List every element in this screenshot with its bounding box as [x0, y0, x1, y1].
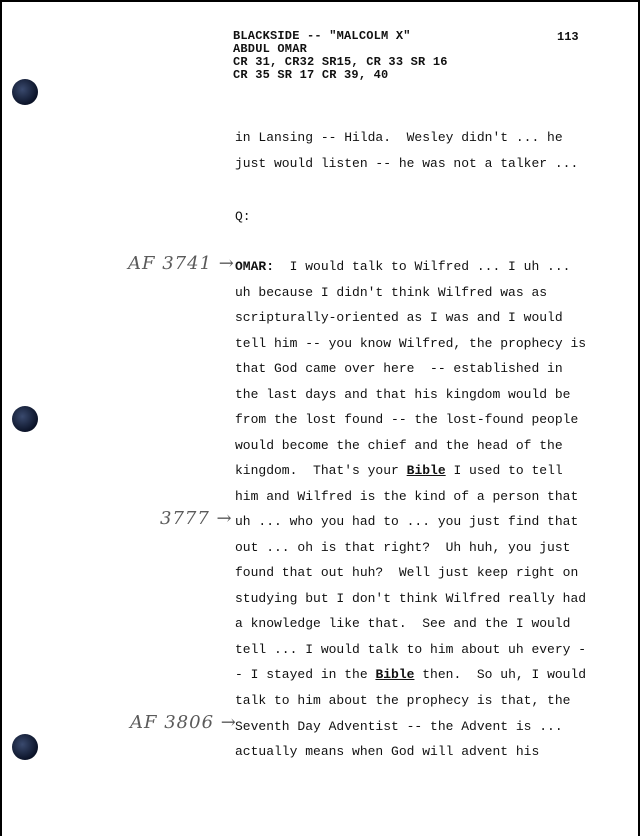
speaker-label: OMAR:	[235, 259, 275, 274]
header-roll-codes: CR 31, CR32 SR15, CR 33 SR 16	[233, 55, 448, 69]
underlined-word: Bible	[375, 667, 415, 682]
transcript-line: talk to him about the prophecy is that, the	[235, 693, 571, 708]
line-text: - I stayed in the	[235, 667, 376, 682]
transcript-line: tell ... I would talk to him about uh every -	[235, 642, 587, 657]
handwritten-margin-note: AF 3741 →	[128, 253, 235, 274]
handwritten-margin-note: 3777 →	[160, 508, 233, 529]
transcript-line	[235, 463, 563, 479]
transcript-line: Seventh Day Adventist -- the Advent is ...	[235, 719, 563, 734]
transcript-line: out ... oh is that right? Uh huh, you just	[235, 540, 571, 555]
transcript-line: actually means when God will advent his	[235, 744, 540, 759]
transcript-line: in Lansing -- Hilda. Wesley didn't ... he	[235, 130, 563, 145]
line-text: kingdom. That's your	[235, 463, 407, 478]
line-text: I would talk to Wilfred ... I uh ...	[274, 259, 571, 274]
question-marker: Q:	[235, 209, 251, 224]
handwritten-margin-note: AF 3806 →	[130, 712, 237, 733]
transcript-line: uh because I didn't think Wilfred was as	[235, 285, 548, 300]
underlined-word: Bible	[406, 463, 446, 478]
transcript-line: tell him -- you know Wilfred, the prophecy is	[235, 336, 587, 351]
transcript-line: would become the chief and the head of the	[235, 438, 563, 453]
transcript-line	[235, 259, 570, 275]
header-roll-codes-2: CR 35 SR 17 CR 39, 40	[233, 68, 389, 82]
binder-hole	[12, 79, 38, 105]
transcript-line: him and Wilfred is the kind of a person that	[235, 489, 579, 504]
header-interviewee: ABDUL OMAR	[233, 42, 308, 56]
transcript-line: that God came over here -- established in	[235, 361, 563, 376]
transcript-line: found that out huh? Well just keep right on	[235, 565, 579, 580]
binder-hole	[12, 406, 38, 432]
transcript-line: just would listen -- he was not a talker ...	[235, 156, 579, 171]
transcript-line: from the lost found -- the lost-found people	[235, 412, 579, 427]
header-title: BLACKSIDE -- "MALCOLM X"	[233, 29, 411, 43]
binder-hole	[12, 734, 38, 760]
transcript-line: uh ... who you had to ... you just find that	[235, 514, 579, 529]
page-number: 113	[557, 30, 579, 44]
line-text: I used to tell	[445, 463, 563, 478]
transcript-line: the last days and that his kingdom would be	[235, 387, 571, 402]
transcript-line	[235, 667, 586, 683]
line-text: then. So uh, I would	[414, 667, 587, 682]
document-header	[233, 30, 448, 82]
transcript-line: studying but I don't think Wilfred really had	[235, 591, 587, 606]
transcript-line: a knowledge like that. See and the I would	[235, 616, 571, 631]
transcript-line: scripturally-oriented as I was and I would	[235, 310, 563, 325]
